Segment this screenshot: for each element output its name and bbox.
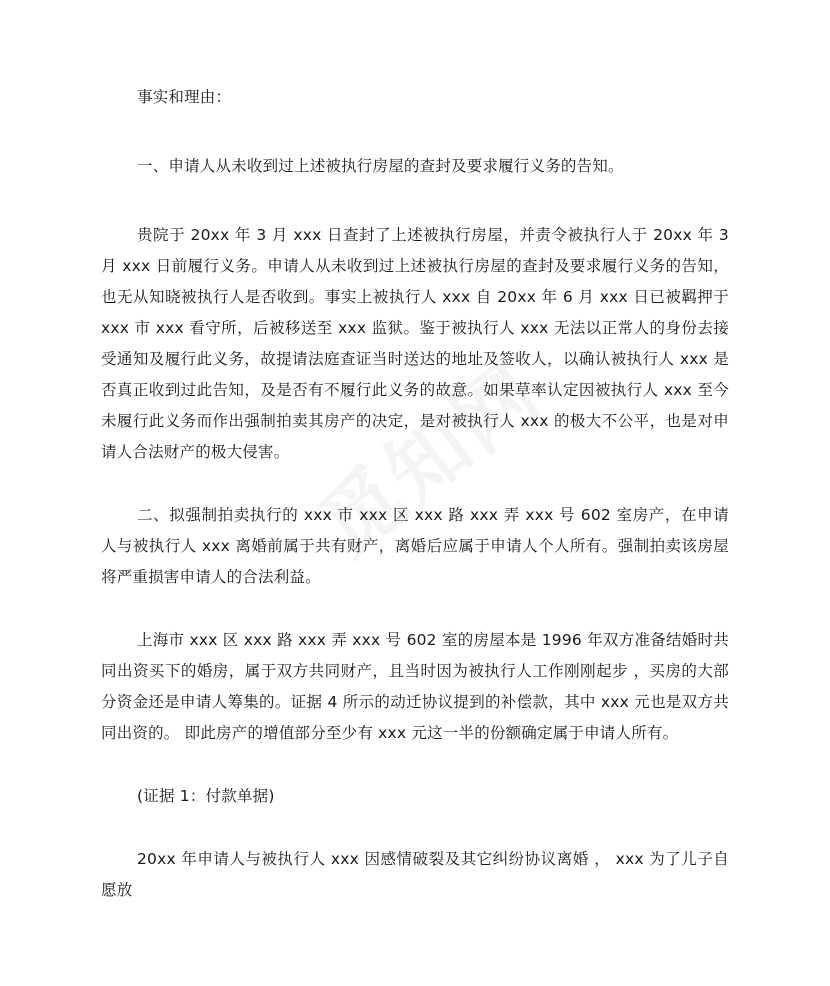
section-heading-facts: 事实和理由： bbox=[137, 88, 232, 106]
paragraph-property-ownership: 上海市 xxx 区 xxx 路 xxx 弄 xxx 号 602 室的房屋本是 1996 年双方准备结婚时共同出资买下的婚房，属于双方共同财产，且当时因为被执行人工作刚刚起步 ，买房的大部分资金还是申请人筹集的。证据 4 所示的动迁协议提到的补偿款，其中 xxx 元也是双方共同出资的。 即此房产的增值部分至少有 xxx 元这一半的份额确定属于申请人所有。 bbox=[101, 631, 729, 742]
document-body bbox=[101, 82, 729, 906]
evidence-note: (证据 1：付款单据) bbox=[137, 787, 275, 805]
paragraph-divorce: 20xx 年申请人与被执行人 xxx 因感情破裂及其它纠纷协议离婚 ， xxx 为了儿子自愿放 bbox=[101, 850, 729, 899]
point-two-heading: 二、拟强制拍卖执行的 xxx 市 xxx 区 xxx 路 xxx 弄 xxx 号 602 室房产，在申请人与被执行人 xxx 离婚前属于共有财产，离婚后应属于申请人个人所有。强制拍卖该房屋将严重损害申请人的合法利益。 bbox=[101, 506, 729, 586]
point-one-heading: 一、申请人从未收到过上述被执行房屋的查封及要求履行义务的告知。 bbox=[137, 157, 624, 175]
paragraph-seizure-notice: 贵院于 20xx 年 3 月 xxx 日查封了上述被执行房屋，并责令被执行人于 20xx 年 3 月 xxx 日前履行义务。申请人从未收到过上述被执行房屋的查封及要求履行义务的告知，也无从知晓被执行人是否收到。事实上被执行人 xxx 自 20xx 年 6 月 xxx 日已被羁押于 xxx 市 xxx 看守所，后被移送至 xxx 监狱。鉴于被执行人 xxx 无法以正常人的身份去接受通知及履行此义务，故提请法庭查证当时送达的地址及签收人，以确认被执行人 xxx 是否真正收到过此告知，及是否有不履行此义务的故意。如果草率认定因被执行人 xxx 至今未履行此义务而作出强制拍卖其房产的决定，是对被执行人 xxx 的极大不公平，也是对申请人合法财产的极大侵害。 bbox=[101, 226, 729, 461]
